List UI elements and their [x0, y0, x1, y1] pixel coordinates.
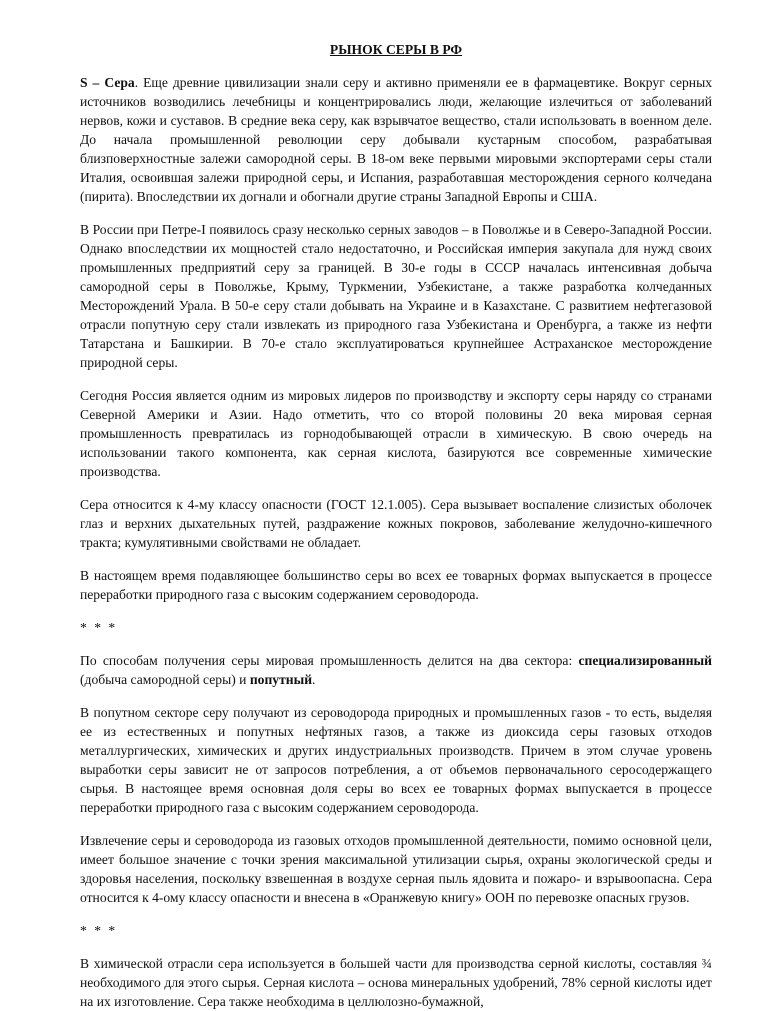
paragraph-sectors: [80, 651, 712, 689]
paragraph-current: В настоящем время подавляющее большинство серы во всех ее товарных формах выпускается в процессе переработки природного газа с высоким содержанием сероводорода.: [80, 568, 712, 602]
paragraph-extraction: Извлечение серы и сероводорода из газовых отходов промышленной деятельности, помимо основной цели, имеет большое значение с точки зрения максимальной утилизации сырья, охраны экологической среды и здоровья населения, поскольку взвешенная в воздухе серная пыль ядовита и пожаро- и взрывоопасна. Сера относится к 4-ому классу опасности и внесена в «Оранжевую книгу» ООН по перевозке опасных грузов.: [80, 833, 712, 905]
sector-byproduct: попутный: [249, 672, 313, 687]
sectors-text-2: (добыча самородной серы) и: [80, 672, 250, 687]
paragraph-intro: [80, 73, 712, 206]
paragraph-intro-text: . Еще древние цивилизации знали серу и активно применяли ее в фармацевтике. Вокруг серных источников возводились лечебницы и концентрировались люди, желающие излечиться от заболеваний нервов, кожи и суставов. В средние века серу, как взрывчатое вещество, стали использовать в военном деле. До начала промышленной революции серу добывали кустарным способом, разрабатывая близповерхностные залежи самородной серы. В 18-ом веке первыми мировыми экспортерами серы стали Италия, освоившая залежи природной серы, и Испания, разработавшая месторождения серного колчедана (пирита). Впоследствии их догнали и обогнали другие страны Западной Европы и США.: [80, 75, 712, 204]
sector-specialized: специализированный: [578, 653, 712, 668]
sectors-text-1: По способам получения серы мировая промышленность делится на два сектора:: [80, 653, 579, 668]
paragraph-chemical: В химической отрасли сера используется в большей части для производства серной кислоты, составляя ¾ необходимого для этого сырья. Серная кислота – основа минеральных удобрений, 78% серной кислоты идет на их изготовление. Сера также необходима в целлюлозно-бумажной,: [80, 956, 712, 1009]
paragraph-hazard: Сера относится к 4-му классу опасности (ГОСТ 12.1.005). Сера вызывает воспаление слизистых оболочек глаз и верхних дыхательных путей, раздражение кожных покровов, заболевание желудочно-кишечного тракта; кумулятивными свойствами не обладает.: [80, 497, 712, 550]
sectors-text-3: .: [312, 672, 316, 687]
section-separator: * * *: [80, 620, 118, 635]
section-separator-2: * * *: [80, 923, 118, 938]
document-title: РЫНОК СЕРЫ В РФ: [329, 42, 463, 57]
paragraph-russia-history: В России при Петре-I появилось сразу несколько серных заводов – в Поволжье и в Северо-Западной России. Однако впоследствии их мощностей стало недостаточно, и Российская империя закупала для нужд своих промышленных предприятий серу за границей. В 30-е годы в СССР началась интенсивная добыча самородной серы в Поволжье, Крыму, Туркмении, Узбекистане, а также разработка колчеданных Месторождений Урала. В 50-е серу стали добывать на Украине и в Казахстане. С развитием нефтегазовой отрасли попутную серу стали извлекать из природного газа Узбекистана и Оренбурга, а также из нефти Татарстана и Башкирии. В 70-е стало эксплуатироваться крупнейшее Астраханское месторождение природной серы.: [80, 222, 712, 370]
paragraph-russia-today: Сегодня Россия является одним из мировых лидеров по производству и экспорту серы наряду со странами Северной Америки и Азии. Надо отметить, что со второй половины 20 века мировая серная промышленность превратилась из горнодобывающей отрасли в химическую. В свою очередь на использовании такого компонента, как серная кислота, базируются все современные химические производства.: [80, 388, 712, 479]
paragraph-byproduct: В попутном секторе серу получают из сероводорода природных и промышленных газов - то есть, выделяя ее из естественных и попутных нефтяных газов, а также из диоксида серы газовых отходов металлургических, химических и других индустриальных производств. Причем в этом случае уровень выработки серы зависит не от запросов потребления, а от объемов первоначального серосодержащего сырья. В настоящее время основная доля серы во всех ее товарных формах выпускается в процессе переработки природного газа с высоким содержанием сероводорода.: [80, 705, 712, 815]
sulfur-lead: S – Сера: [80, 75, 135, 90]
